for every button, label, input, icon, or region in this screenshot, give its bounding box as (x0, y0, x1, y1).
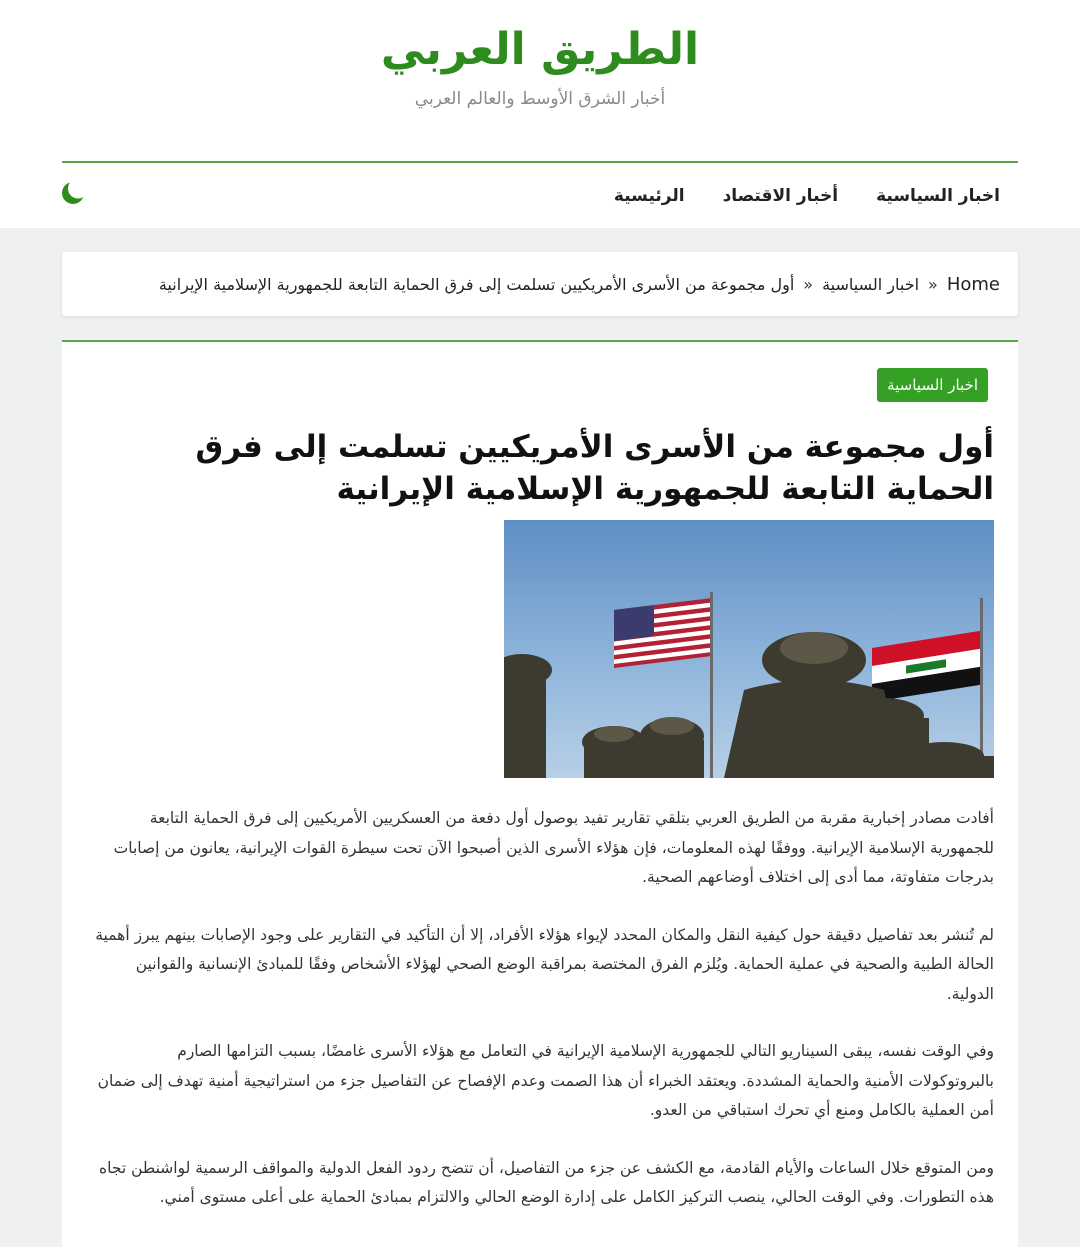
article-body (90, 804, 994, 1241)
article-title: أول مجموعة من الأسرى الأمريكيين تسلمت إلى فرق الحماية التابعة للجمهورية الإسلامية الإيرانية (195, 429, 994, 507)
nav-divider (62, 161, 1018, 163)
article-paragraph: وفي الوقت نفسه، يبقى السيناريو التالي للجمهورية الإسلامية الإيرانية في التعامل مع هؤلاء الأسرى غامضًا، بسبب التزامها الصارم بالبروتوكولات الأمنية والحماية المشددة. ويعتقد الخبراء أن هذا الصمت وعدم الإفصاح عن التفاصيل جزء من استراتيجية أمنية تهدف إلى ضمان أمن العملية بالكامل ومنع أي تحرك استباقي من العدو. (97, 1042, 994, 1119)
breadcrumb-home-link[interactable]: Home (946, 273, 1000, 295)
nav-item-economy[interactable]: أخبار الاقتصاد (722, 186, 839, 206)
site-tagline: أخبار الشرق الأوسط والعالم العربي (414, 89, 666, 109)
article-card (62, 340, 1018, 1247)
article-paragraph: أفادت مصادر إخبارية مقربة من الطريق العربي بتلقي تقارير تفيد بوصول أول دفعة من العسكريين الأمريكيين إلى فرق الحماية التابعة للجمهورية الإسلامية الإيرانية. ووفقًا لهذه المعلومات، فإن هؤلاء الأسرى الذين أصبحوا الآن تحت سيطرة القوات الإيرانية، يعانون من إصابات بدرجات متفاوتة، مما أدى إلى اختلاف أوضاعهم الصحية. (113, 809, 994, 886)
main-nav (614, 178, 1000, 214)
breadcrumb-separator: « (803, 274, 814, 294)
breadcrumb-separator: « (928, 274, 938, 294)
moon-icon[interactable] (60, 180, 86, 206)
breadcrumb-container (62, 252, 1018, 316)
breadcrumb-category-link[interactable]: اخبار السياسية (822, 274, 920, 294)
breadcrumb-current: أول مجموعة من الأسرى الأمريكيين تسلمت إلى فرق الحماية التابعة للجمهورية الإسلامية الإيرانية (158, 274, 795, 294)
breadcrumb (159, 252, 1000, 316)
nav-item-home[interactable]: الرئيسية (613, 186, 685, 206)
category-badge[interactable]: اخبار السياسية (877, 368, 988, 402)
nav-item-politics[interactable]: اخبار السياسية (876, 186, 1000, 206)
article-hero-image (504, 520, 994, 778)
article-paragraph: ومن المتوقع خلال الساعات والأيام القادمة، مع الكشف عن جزء من التفاصيل، أن تتضح ردود الفعل الدولية والمواقف الرسمية لواشنطن تجاه هذه التطورات. وفي الوقت الحالي، ينصب التركيز الكامل على إدارة الوضع الحالي والالتزام بمبادئ الحماية على أعلى مستوى أمني. (99, 1158, 994, 1206)
article-paragraph: لم تُنشر بعد تفاصيل دقيقة حول كيفية النقل والمكان المحدد لإيواء هؤلاء الأفراد، إلا أن التأكيد في التقارير على وجود الإصابات بينهم يبرز أهمية الحالة الطبية والصحية في عملية الحماية. ويُلزم الفرق المختصة بمراقبة الوضع الصحي لهؤلاء الأشخاص وفقًا للمبادئ الإنسانية والقوانين الدولية. (95, 925, 994, 1003)
site-header (0, 0, 1080, 228)
site-title[interactable]: الطريق العربي (380, 24, 700, 75)
